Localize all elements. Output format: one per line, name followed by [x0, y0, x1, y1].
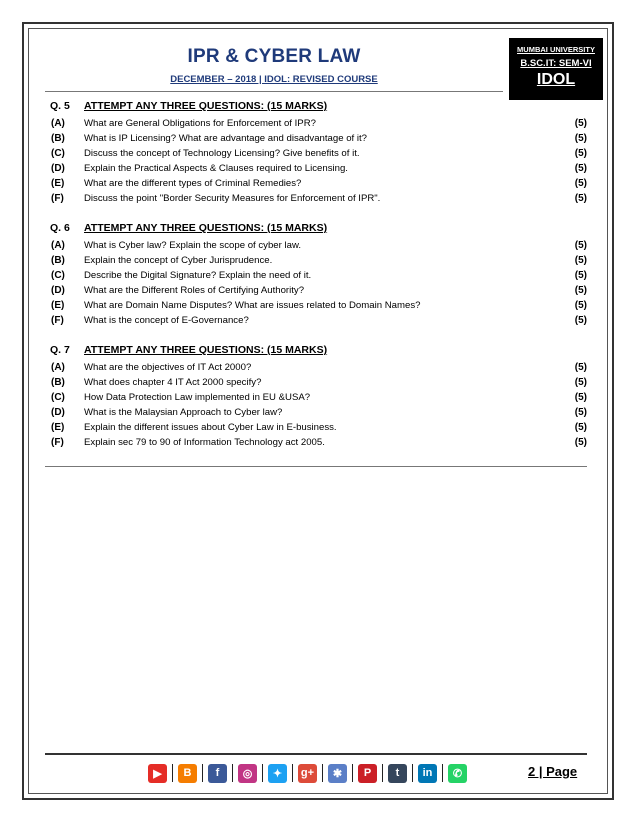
question-label: (E): [51, 422, 65, 433]
badge-university: MUMBAI UNIVERSITY: [517, 45, 595, 54]
question-label: (B): [51, 377, 65, 388]
question-marks: (5): [574, 407, 587, 418]
question-row: [50, 377, 590, 392]
question-row: [50, 193, 590, 208]
question-section: [50, 100, 590, 208]
question-row: [50, 133, 590, 148]
google-plus-icon[interactable]: g+: [298, 764, 317, 783]
question-row: [50, 163, 590, 178]
question-number: Q. 5: [50, 100, 70, 112]
question-marks: (5): [574, 163, 587, 174]
question-label: (F): [51, 315, 64, 326]
icon-separator: [442, 764, 443, 782]
icon-separator: [412, 764, 413, 782]
question-marks: (5): [574, 422, 587, 433]
question-label: (B): [51, 255, 65, 266]
community-icon[interactable]: ✱: [328, 764, 347, 783]
question-label: (D): [51, 285, 65, 296]
end-divider: [45, 466, 587, 467]
question-text: What is the concept of E-Governance?: [84, 315, 249, 326]
question-label: (C): [51, 392, 65, 403]
icon-separator: [202, 764, 203, 782]
question-section: [50, 222, 590, 330]
question-marks: (5): [574, 270, 587, 281]
question-text: Explain sec 79 to 90 of Information Technology act 2005.: [84, 437, 325, 448]
question-text: What are the objectives of IT Act 2000?: [84, 362, 252, 373]
question-row: [50, 422, 590, 437]
question-text: What are Domain Name Disputes? What are issues related to Domain Names?: [84, 300, 421, 311]
question-marks: (5): [574, 392, 587, 403]
question-row: [50, 300, 590, 315]
linkedin-icon[interactable]: in: [418, 764, 437, 783]
question-marks: (5): [574, 377, 587, 388]
tumblr-icon[interactable]: t: [388, 764, 407, 783]
question-text: What are General Obligations for Enforcement of IPR?: [84, 118, 316, 129]
question-row: [50, 178, 590, 193]
question-text: Explain the Practical Aspects & Clauses required to Licensing.: [84, 163, 348, 174]
question-text: Explain the different issues about Cyber Law in E-business.: [84, 422, 337, 433]
question-row: [50, 255, 590, 270]
badge-idol: IDOL: [536, 71, 576, 88]
question-marks: (5): [574, 300, 587, 311]
page-subtitle: DECEMBER – 2018 | IDOL: REVISED COURSE: [170, 74, 378, 85]
social-icons-bar: [148, 763, 467, 783]
question-marks: (5): [574, 193, 587, 204]
question-marks: (5): [574, 255, 587, 266]
icon-separator: [322, 764, 323, 782]
question-label: (D): [51, 407, 65, 418]
question-label: (F): [51, 193, 64, 204]
question-label: (F): [51, 437, 64, 448]
question-text: How Data Protection Law implemented in EU &USA?: [84, 392, 311, 403]
question-row: [50, 285, 590, 300]
question-marks: (5): [574, 118, 587, 129]
question-label: (B): [51, 133, 65, 144]
section-instruction: ATTEMPT ANY THREE QUESTIONS: (15 MARKS): [84, 222, 328, 234]
question-number: Q. 7: [50, 344, 70, 356]
question-text: Discuss the point "Border Security Measures for Enforcement of IPR".: [84, 193, 381, 204]
question-label: (A): [51, 362, 65, 373]
header-divider: [45, 91, 503, 92]
icon-separator: [232, 764, 233, 782]
question-text: Explain the concept of Cyber Jurisprudence.: [84, 255, 273, 266]
icon-separator: [262, 764, 263, 782]
question-row: [50, 437, 590, 452]
question-marks: (5): [574, 285, 587, 296]
question-marks: (5): [574, 240, 587, 251]
question-row: [50, 392, 590, 407]
question-row: [50, 362, 590, 377]
icon-separator: [292, 764, 293, 782]
section-header: [50, 222, 590, 240]
question-marks: (5): [574, 437, 587, 448]
pinterest-icon[interactable]: P: [358, 764, 377, 783]
question-label: (A): [51, 240, 65, 251]
badge-course: B.SC.IT: SEM-VI: [520, 58, 592, 69]
icon-separator: [382, 764, 383, 782]
course-badge: [509, 38, 603, 100]
twitter-icon[interactable]: ✦: [268, 764, 287, 783]
whatsapp-icon[interactable]: ✆: [448, 764, 467, 783]
question-section: [50, 344, 590, 452]
section-instruction: ATTEMPT ANY THREE QUESTIONS: (15 MARKS): [84, 344, 328, 356]
question-label: (C): [51, 270, 65, 281]
question-label: (E): [51, 178, 65, 189]
question-text: What is Cyber law? Explain the scope of cyber law.: [84, 240, 302, 251]
footer-divider: [45, 753, 587, 755]
question-row: [50, 407, 590, 422]
instagram-icon[interactable]: ◎: [238, 764, 257, 783]
facebook-icon[interactable]: f: [208, 764, 227, 783]
question-text: Discuss the concept of Technology Licensing? Give benefits of it.: [84, 148, 360, 159]
question-row: [50, 315, 590, 330]
question-text: What does chapter 4 IT Act 2000 specify?: [84, 377, 262, 388]
question-text: Describe the Digital Signature? Explain the need of it.: [84, 270, 312, 281]
section-header: [50, 100, 590, 118]
question-label: (C): [51, 148, 65, 159]
question-number: Q. 6: [50, 222, 70, 234]
question-marks: (5): [574, 148, 587, 159]
question-marks: (5): [574, 178, 587, 189]
section-header: [50, 344, 590, 362]
page-number: 2 | Page: [528, 764, 578, 779]
question-text: What are the Different Roles of Certifying Authority?: [84, 285, 305, 296]
question-text: What are the different types of Criminal Remedies?: [84, 178, 302, 189]
question-text: What is IP Licensing? What are advantage and disadvantage of it?: [84, 133, 368, 144]
question-label: (D): [51, 163, 65, 174]
question-row: [50, 118, 590, 133]
question-row: [50, 148, 590, 163]
icon-separator: [352, 764, 353, 782]
question-label: (E): [51, 300, 65, 311]
question-marks: (5): [574, 315, 587, 326]
icon-separator: [172, 764, 173, 782]
question-marks: (5): [574, 133, 587, 144]
blogger-icon[interactable]: B: [178, 764, 197, 783]
question-row: [50, 240, 590, 255]
page-title: IPR & CYBER LAW: [187, 46, 361, 67]
question-label: (A): [51, 118, 65, 129]
section-instruction: ATTEMPT ANY THREE QUESTIONS: (15 MARKS): [84, 100, 328, 112]
question-row: [50, 270, 590, 285]
question-marks: (5): [574, 362, 587, 373]
youtube-icon[interactable]: ▶: [148, 764, 167, 783]
question-text: What is the Malaysian Approach to Cyber law?: [84, 407, 283, 418]
